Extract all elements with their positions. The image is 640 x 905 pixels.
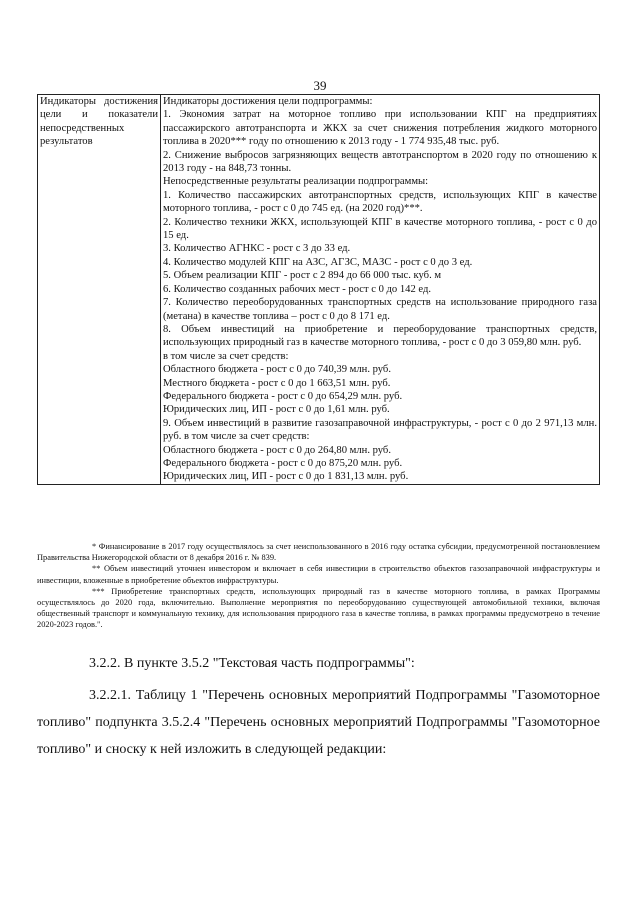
indicator-line: Юридических лиц, ИП - рост с 0 до 1,61 млн. руб. (163, 404, 390, 416)
footnote: *** Приобретение транспортных средств, использующих природный газ в качестве моторного топлива, в рамках Программы осуществлялось до 2020 года, включительно. Выполнение мероприятия по переоборудованию существующей автомобильной техники, включая общественный транспорт и коммунальную технику, для использования природного газа в качестве топлива, в рамках программы предусмотрено в течение 2020-2023 годов.". (37, 586, 600, 630)
indicator-line: Местного бюджета - рост с 0 до 1 663,51 млн. руб. (163, 377, 391, 389)
indicator-line: 1. Экономия затрат на моторное топливо при использовании КПГ на предприятиях пассажирского автотранспорта и ЖКХ за счет снижения потребления жидкого моторного топлива в 2020*** году по отношению к 2013 году - 1 774 935,48 тыс. руб. (163, 109, 597, 148)
indicator-line: Областного бюджета - рост с 0 до 264,80 млн. руб. (163, 444, 391, 456)
page-number: 39 (313, 78, 327, 93)
indicator-line: 5. Объем реализации КПГ - рост с 2 894 до 66 000 тыс. куб. м (163, 270, 442, 282)
body-paragraph: 3.2.2. В пункте 3.5.2 "Текстовая часть подпрограммы": (89, 656, 415, 671)
indicator-line: 2. Количество техники ЖКХ, использующей КПГ в качестве моторного топлива, - рост с 0 до 15 ед. (163, 216, 597, 242)
indicator-line: Индикаторы достижения цели подпрограммы: (163, 96, 373, 107)
footnotes (37, 541, 600, 631)
indicator-line: 7. Количество переоборудованных транспортных средств на использование природного газа (метана) в качестве топлива – рост с 0 до 8 171 ед. (163, 297, 597, 322)
indicator-line: Федерального бюджета - рост с 0 до 654,29 млн. руб. (163, 390, 403, 402)
indicator-line: 4. Количество модулей КПГ на АЗС, АГЗС, МАЗС - рост с 0 до 3 ед. (163, 256, 473, 268)
footnote: ** Объем инвестиций уточнен инвестором и включает в себя инвестиции в строительство объектов газозаправочной инфраструктуры и инвестиции, вложенные в приобретение объектов инфраструктуры. (37, 564, 600, 585)
indicators-table (37, 94, 600, 485)
indicator-line: 1. Количество пассажирских автотранспортных средств, использующих КПГ в качестве моторного топлива, - рост с 0 до 745 ед. (на 2020 год)***. (163, 189, 597, 215)
footnote: * Финансирование в 2017 году осуществлялось за счет неиспользованного в 2016 году остатка субсидии, предусмотренной постановлением Правительства Нижегородской области от 8 декабря 2016 г. № 839. (37, 542, 600, 563)
body-paragraph: 3.2.2.1. Таблицу 1 "Перечень основных мероприятий Подпрограммы "Газомоторное топливо" подпункта 3.5.2.4 "Перечень основных мероприятий Подпрограммы "Газомоторное топливо" и сноску к ней изложить в следующей редакции: (37, 688, 600, 757)
indicator-line: 3. Количество АГНКС - рост с 3 до 33 ед. (163, 243, 351, 255)
indicator-line: Областного бюджета - рост с 0 до 740,39 млн. руб. (163, 364, 391, 376)
indicator-line: 8. Объем инвестиций на приобретение и переоборудование транспортных средств, использующих природный газ в качестве моторного топлива, - рост с 0 до 3 059,80 млн. руб. (163, 323, 597, 349)
indicator-line: 2. Снижение выбросов загрязняющих веществ автотранспортом в 2020 году по отношению к 2013 году - на 848,73 тонны. (163, 149, 597, 175)
indicator-line: 9. Объем инвестиций в развитие газозаправочной инфраструктуры, - рост с 0 до 2 971,13 млн. руб. в том числе за счет средств: (163, 417, 597, 443)
indicators-content-cell (161, 95, 600, 485)
indicator-line: Федерального бюджета - рост с 0 до 875,20 млн. руб. (163, 457, 403, 469)
table-row (38, 95, 600, 485)
indicator-line: 6. Количество созданных рабочих мест - рост с 0 до 142 ед. (163, 283, 432, 295)
indicator-line: в том числе за счет средств: (163, 350, 289, 362)
indicator-line: Непосредственные результаты реализации подпрограммы: (163, 176, 429, 188)
indicator-line: Юридических лиц, ИП - рост с 0 до 1 831,13 млн. руб. (163, 471, 409, 483)
indicators-label-cell: Индикаторы достижения цели и показатели непосредственных результатов (38, 95, 161, 485)
